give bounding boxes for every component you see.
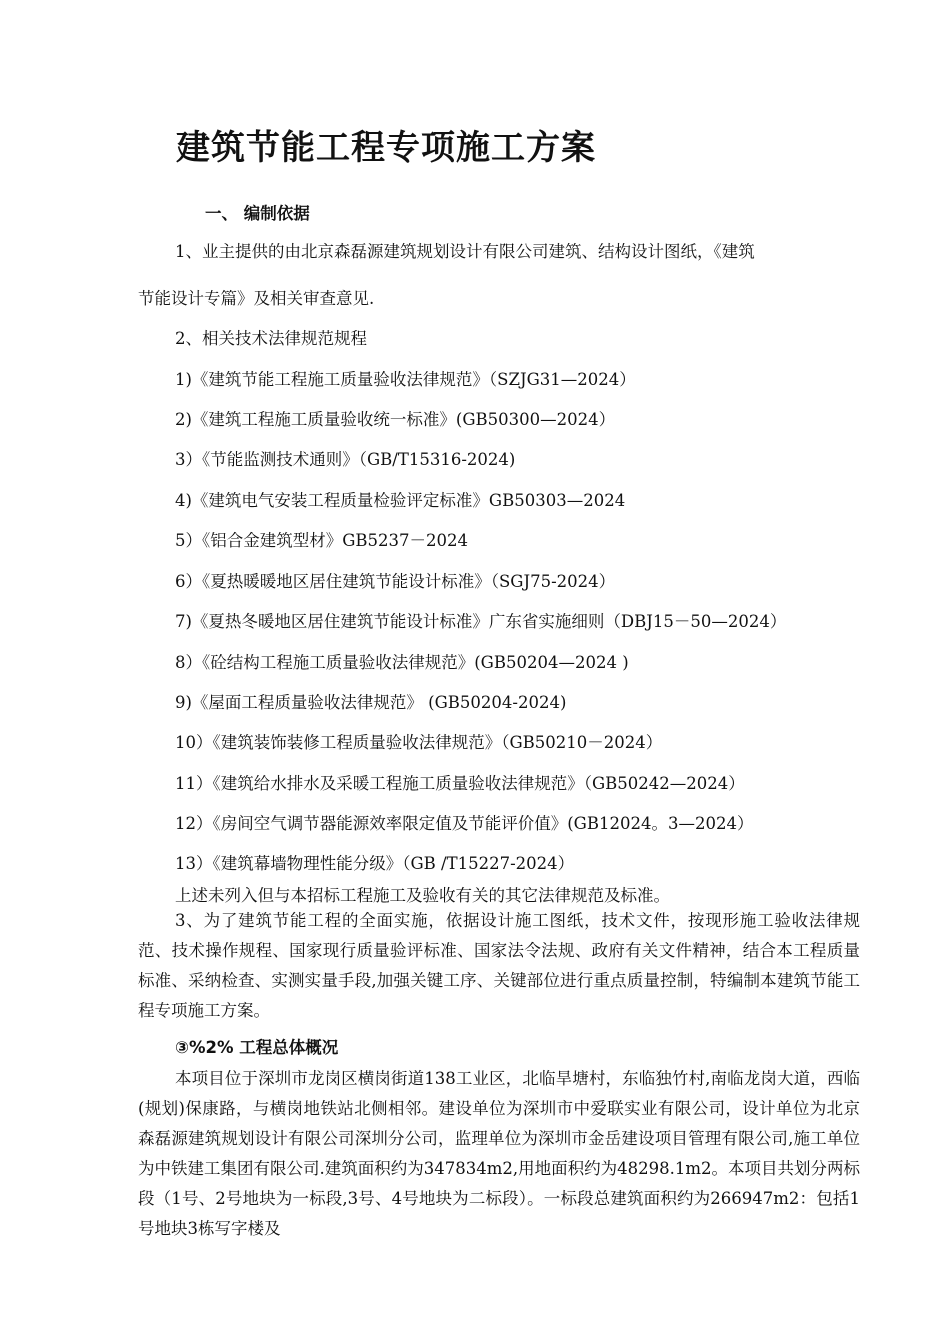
basis-item-3: 3、为了建筑节能工程的全面实施，依据设计施工图纸，技术文件，按现形施工验收法律规范、技术操作规程、国家现行质量验评标准、国家法令法规、政府有关文件精神，结合本工程质量标准、采纳检查、实测实量手段,加强关键工序、关键部位进行重点质量控制，特编制本建筑节能工程专项施工方案。 (138, 911, 860, 1020)
overview-paragraph: 本项目位于深圳市龙岗区横岗街道138工业区，北临旱塘村，东临独竹村,南临龙岗大道，西临(规划)保康路，与横岗地铁站北侧相邻。建设单位为深圳市中爱联实业有限公司，设计单位为北京森磊源建筑规划设计有限公司深圳分公司，监理单位为深圳市金岳建设项目管理有限公司,施工单位为中铁建工集团有限公司.建筑面积约为347834m2,用地面积约为48298.1m2。本项目共划分两标段（1号、2号地块为一标段,3号、4号地块为二标段）。一标段总建筑面积约为266947m2：包括1号地块3栋写字楼及 (138, 1069, 860, 1238)
standard-item: 6）《夏热暖暖地区居住建筑节能设计标准》（SGJ75-2024） (175, 572, 616, 591)
standard-item: 3）《节能监测技术通则》（GB/T15316-2024) (175, 450, 516, 469)
standard-item: 12）《房间空气调节器能源效率限定值及节能评价值》(GB12024。3—2024） (175, 814, 754, 833)
standard-item: 5）《铝合金建筑型材》GB5237－2024 (175, 531, 469, 550)
standard-item: 9)《屋面工程质量验收法律规范》 (GB50204-2024) (175, 693, 567, 712)
standard-item: 7)《夏热冬暖地区居住建筑节能设计标准》广东省实施细则（DBJ15－50—2024） (175, 612, 787, 631)
standards-note: 上述未列入但与本招标工程施工及验收有关的其它法律规范及标准。 (175, 886, 670, 905)
basis-item-2: 2、相关技术法律规范规程 (175, 329, 367, 348)
section-heading-basis: 一、 编制依据 (205, 204, 310, 223)
standard-item: 1)《建筑节能工程施工质量验收法律规范》（SZJG31—2024） (175, 370, 636, 389)
standard-item: 10）《建筑装饰装修工程质量验收法律规范》（GB50210－2024） (175, 733, 663, 752)
standard-item: 4)《建筑电气安装工程质量检验评定标准》GB50303—2024 (175, 491, 626, 510)
standard-item: 8）《砼结构工程施工质量验收法律规范》(GB50204—2024 ) (175, 653, 629, 672)
standard-item: 13）《建筑幕墙物理性能分级》（GB /T15227-2024） (175, 854, 575, 873)
standard-item: 11）《建筑给水排水及采暖工程施工质量验收法律规范》（GB50242—2024） (175, 774, 745, 793)
standard-item: 2)《建筑工程施工质量验收统一标准》(GB50300—2024） (175, 410, 616, 429)
basis-item-1-line-2: 节能设计专篇》及相关审查意见. (138, 289, 375, 308)
page-title: 建筑节能工程专项施工方案 (176, 128, 596, 168)
basis-item-1-line-1: 1、业主提供的由北京森磊源建筑规划设计有限公司建筑、结构设计图纸，《建筑 (175, 242, 755, 261)
section-heading-overview: ③%2% 工程总体概况 (175, 1038, 339, 1057)
